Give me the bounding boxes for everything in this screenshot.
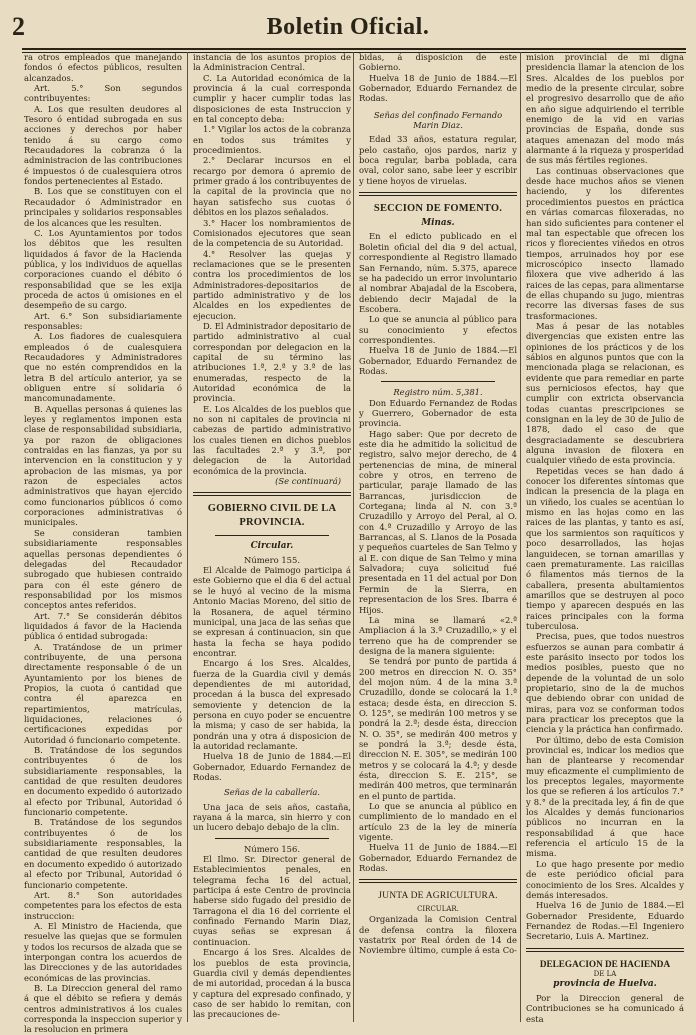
- section-rule: [193, 492, 351, 496]
- paragraph: ra otros empleados que manejando fondos ó efectos públicos, resulten alcanzados.: [24, 52, 182, 83]
- paragraph: mision provincial de mi digna presidencia llamar la atencion de los Sres. Alcaldes de los pueblos por medio de la presente circular, sobre el progresivo desarrollo que de año en año sigue adquiriendo el terrible enemigo de la vid en varias provincias de España, donde sus ataques amenazan del modo más alarmante á la riqueza y prosperidad de sus más fértiles regiones.: [526, 52, 684, 166]
- section-rule: [359, 879, 517, 883]
- section-heading: DELEGACION DE HACIENDA: [539, 958, 671, 969]
- paragraph: B. Aquellas personas á quienes las leyes y reglamentos imponen esta clase de responsabilidad subsidiaria, ya por razon de obligaciones contraidas en las fianzas, ya por su intervencion en la constitucion y y aprobacion de las mismas, ya por razon de especiales actos administrativos que hayan ejercido como funcionarios públicos ó como corporaciones administrativas ó municipales.: [24, 403, 182, 528]
- paragraph: A. Los fiadores de cualesquiera empleados ó de cualesquiera Recaudadores y Administradores que no estén comprendidos en la letra B del artículo anterior, ya se obliguen entre sí solidaria ó mancomunadamente.: [24, 331, 182, 404]
- paragraph: Edad 33 años, estatura regular, pelo castaño, ojos pardos, nariz y boca regular, barba poblada, cara oval, color sano, sabe leer y escribir y tiene hoyos de viruelas.: [359, 134, 517, 186]
- paragraph: Por último, debo de esta Comision provincial es, indicar los medios que han de plantearse y recomendar muy eficazmente el cumplimiento de los preceptos legales, mayormente los que se refieren á los artículos 7.° y 8.° de la precitada ley, á fin de que los Alcaldes y demás funcionarios públicos no incurran en la responsabilidad á que hace referencia el artículo 15 de la misma.: [526, 734, 684, 859]
- newspaper-title: Boletin Oficial.: [266, 14, 430, 40]
- description-title: Señas de la caballería.: [223, 787, 321, 798]
- column-3: [359, 52, 517, 1024]
- paragraph: D. El Administrador depositario de partido administrativo al cual correspondan por delegacion en la capital de su término las atribuciones 1.ª, 2.ª y 3.ª de las enumeradas, respecto de la Autoridad económica de la provincia.: [193, 320, 351, 404]
- paragraph: Se consideran tambien subsidiariamente responsables aquellas personas dependientes ó delegadas del Recaudador subrogado que hubiesen contraido para con él este género de responsabilidad por los mismos conceptos antes referidos.: [24, 527, 182, 611]
- paragraph: bidas, á disposicion de este Gobierno.: [359, 52, 517, 73]
- notice-number: Número 156.: [244, 843, 300, 854]
- paragraph: Mas á pesar de las notables divergencias que existen entre las opiniones de los prácticos y de los sábios en algunos puntos que con la mencionada plaga se relacionan, es evidente que para remediar en parte sus perniciosos efectos, hay que cumplir con extricta observancia todas cuantas prescripciones se consignan en la ley de 30 de Julio de 1878, dado el caso de que desgraciadamente se descubriera alguna invasion de filoxera en cualquier viñedo de esta provincia.: [526, 320, 684, 466]
- page-header: [0, 4, 696, 48]
- paragraph: B. Tratándose de los segundos contribuyentes ó de los subsidiariamente responsables, la cantidad de que resulten deudores en documento expedido ó autorizado al efecto por Tribunal, Autoridad ó funcionario competente.: [24, 745, 182, 818]
- section-heading: SECCION DE FOMENTO.: [373, 203, 503, 215]
- paragraph: Lo que hago presente por medio de este periódico oficial para conocimiento de los Sres. Alcaldes y demás interesados.: [526, 858, 684, 900]
- description-title: Señas del confinado Fernando Marin Diaz.: [373, 109, 503, 131]
- section-heading-connector: DE LA: [593, 969, 617, 978]
- separator: [381, 381, 495, 382]
- subheading: Circular.: [250, 541, 294, 552]
- paragraph: Encargo á los Sres. Alcaldes, fuerza de la Guardia civil y demás dependientes de mi autoridad, procedan á la busca del expresado semoviente y detencion de la persona en cuyo poder se encuentre la misma; y caso de ser habida, la pondrán una y otra á disposicion de la autoridad reclamante.: [193, 658, 351, 751]
- paragraph: Lo que se anuncia al público en cumplimiento de lo mandado en el artículo 23 de la ley de minería vigente.: [359, 801, 517, 843]
- paragraph: Art. 5.° Son segundos contribuyentes:: [24, 83, 182, 104]
- paragraph: Don Eduardo Fernandez de Rodas y Guerrero, Gobernador de esta provincia.: [359, 397, 517, 429]
- paragraph: Una jaca de seis años, castaña, rayana á la marca, sin hierro y con un lucero debajo debajo de la clin.: [193, 801, 351, 833]
- paragraph: Huelva 18 de Junio de 1884.—El Gobernador, Eduardo Fernandez de Rodas.: [359, 72, 517, 104]
- paragraph: La mina se llamará «2.ª Ampliacion á la 3.ª Cruzadillo,» y el terreno que ha de comprender se designa de la manera siguiente:: [359, 614, 517, 656]
- notice-number: Número 155.: [244, 554, 300, 565]
- paragraph: C. Los Ayuntamientos por todos los débitos que les resulten liquidados á favor de la Hacienda pública, y los individuos de aquellas corporaciones cuando el débito ó responsabilidad que se les exija proceda de actos ú omisiones en el desempeño de su cargo.: [24, 227, 182, 311]
- section-heading: JUNTA DE AGRICULTURA.: [378, 891, 498, 902]
- subheading: CIRCULAR.: [417, 905, 459, 914]
- paragraph: 1.° Vigilar los actos de la cobranza en todos sus trámites y procedimientos.: [193, 124, 351, 156]
- section-rule: [359, 192, 517, 196]
- paragraph: Organizada la Comision Central de defensa contra la filoxera vastatrix por Real órden de 14 de Noviembre último, cumple á esta Co-: [359, 914, 517, 956]
- paragraph: En el edicto publicado en el Boletin oficial del dia 9 del actual, correspondiente al Registro llamado San Fernando, núm. 5.375, aparece se ha padecido un error involuntario al nombrar Abajadal de la Escobera, debiendo decir Majadal de la Escobera.: [359, 231, 517, 314]
- paragraph: Huelva 16 de Junio de 1884.—El Gobernador Presidente, Eduardo Fernandez de Rodas.—El Ingeniero Secretario, Luis A. Martinez.: [526, 900, 684, 942]
- column-divider: [187, 52, 188, 1022]
- paragraph: C. La Autoridad económica de la provincia á la cual corresponda cumplir y hacer cumplir todas las disposiciones de esta Instruccion y en tal concepto deba:: [193, 72, 351, 125]
- paragraph: Huelva 18 de Junio de 1884.—El Gobernador, Eduardo Fernandez de Rodas.: [193, 751, 351, 782]
- paragraph: A. Los que resulten deudores al Tesoro ó entidad subrogada en sus acciones y derechos por haber tenido á su cargo como Recaudadores la cobranza ó la administracion de las contribuciones é impuestos ó de cualesquiera otros fondos pertenecientes al Estado.: [24, 103, 182, 187]
- paragraph: 2.° Declarar incursos en el recargo por demora ó apremio de primer grado á los contribuyentes de la capital de la provincia que no hayan satisfecho sus cuotas ó débitos en los plazos señalados.: [193, 155, 351, 218]
- paragraph: Por la Direccion general de Contribuciones se ha comunicado á esta: [526, 992, 684, 1024]
- column-4: [526, 52, 684, 1024]
- paragraph: Art. 8.° Son autoridades competentes para los efectos de esta instruccion:: [24, 889, 182, 921]
- section-heading: GOBIERNO CIVIL DE LA PROVINCIA.: [207, 503, 337, 529]
- paragraph: Art. 6.° Son subsidiariamente responsables:: [24, 310, 182, 331]
- separator: [215, 535, 329, 536]
- paragraph: 3.° Hacer los nombramientos de Comisionados ejecutores que sean de la competencia de su Autoridad.: [193, 217, 351, 249]
- paragraph: B. La Direccion general del ramo á que el débito se refiera y demás centros administrativos á los cuales corresponda la inspeccion superior y la resolucion en primera: [24, 982, 182, 1035]
- paragraph: Repetidas veces se han dado á conocer los diferentes síntomas que indican la presencia de la plaga en un viñedo, los cuales se acentúan lo mismo en las hojas como en las raices de las plantas, y tanto es así, que los sarmientos son raquíticos y poco desarrollados, las hojas languidecen, se tornan amarillas y caen prematuramente. Las raicillas ó filamentos más tiernos de la caballera, presenta abultamientos amarillos que se destruyen al poco tiempo y aparecen después en las raices principales con la forma tuberculosa.: [526, 465, 684, 631]
- page-number: 2: [12, 12, 25, 41]
- separator: [215, 838, 329, 839]
- registry-number: Registro núm. 5,381.: [393, 387, 483, 398]
- paragraph: E. Los Alcaldes de los pueblos que no son ni capitales de provincia ni cabezas de partido administrativo los cuales tienen en dichos pueblos las facultades 2.ª y 3.ª, por delegacion de la Autoridad económica de la provincia.: [193, 403, 351, 476]
- subheading: Minas.: [421, 218, 455, 229]
- paragraph: El Ilmo. Sr. Director general de Establecimientos penales, en telegrama fecha 16 del actual, participa á este Centro de provincia haberse sido fugado del presidio de Tarragona el dia 16 del corriente el confinado Fernando Marin Diaz, cuyas señas se expresan á continuacion.: [193, 854, 351, 947]
- paragraph: B. Tratándose de los segundos contribuyentes ó de los subsidiariamente responsables, la cantidad de que resulten deudores en documento expedido ó autorizado al efecto por Tribunal, Autoridad ó funcionario competente.: [24, 817, 182, 890]
- paragraph: Art. 7.° Se considerán débitos liquidados á favor de la Hacienda pública ó entidad subrogada:: [24, 610, 182, 642]
- paragraph: Las continuas observaciones que desde hace muchos años se vienen haciendo, y los diferentes procedimientos puestos en práctica en várias comarcas filoxeradas, no han sido suficientes para contener el mal tan espectable que ofrecen los ricos y florecientes viñedos en otros tiempos, arruinados hoy por ese microscópico insecto llamado filoxera que vive adherido á las raices de las cepas, para alimentarse de ellas chupando su jugo, mientras recorre las diversas fases de sus trasformaciones.: [526, 165, 684, 321]
- column-1: [24, 52, 182, 1035]
- paragraph: El Alcalde de Paimogo participa á este Gobierno que el dia 6 del actual se le huyó al vecino de la misma Antonio Macias Moreno, del sitio de la Rosanera, de aquel término municipal, una jaca de las señas que se expresan á continuacion, sin que hasta la fecha se haya podido encontrar.: [193, 565, 351, 658]
- paragraph: Encargo á los Sres. Alcaldes de los pueblos de esta provincia, Guardia civil y demás dependientes de mi autoridad, procedan á la busca y captura del expresado confinado, y caso de ser habido lo remitan, con las precauciones de-: [193, 947, 351, 1020]
- paragraph: A. Tratándose de un primer contribuyente, de una persona directamente responsable ó de un Ayuntamiento por los bienes de Propios, la cuota ó cantidad que contra él aparezca en repartimientos, matrículas, liquidaciones, relaciones ó certificaciones expedidas por Autoridad ó funcionario competente.: [24, 641, 182, 745]
- paragraph: B. Los que se constituyen con el Recaudador ó Administrador en principales y solidarios responsables de los alcances que les resulten.: [24, 186, 182, 228]
- paragraph: Huelva 18 de Junio de 1884.—El Gobernador, Eduardo Fernandez de Rodas.: [359, 345, 517, 376]
- section-rule: [526, 948, 684, 952]
- section-subheading: provincia de Huelva.: [553, 978, 657, 989]
- column-divider: [353, 52, 354, 1022]
- paragraph: A. El Ministro de Hacienda, que resuelve las quejas que se formulen y todos los recursos de alzada que se interpongan contra los acuerdos de las Direcciones y de las autoridades económicas de las provincias.: [24, 920, 182, 983]
- paragraph: Huelva 11 de Junio de 1884.—El Gobernador, Eduardo Fernandez de Rodas.: [359, 842, 517, 874]
- paragraph: 4.° Resolver las quejas y reclamaciones que se le presenten contra los procedimientos de los Administradores-depositarios de partido administrativo y de los Alcaldes en los expedientes de ejecucion.: [193, 248, 351, 321]
- paragraph: Hago saber: Que por decreto de este dia he admitido la solicitud de registro, salvo mejor derecho, de 4 pertenencias de mina, de mineral cobre y otros, en terreno de particular, paraje llamado de las Barrancas, jurisdiccion de Cortegana; linda al N. con 3.ª Cruzadillo y Arroyo del Peral, al O. con 4.ª Cruzadillo y Arroyo de las Barrancas, al S. Llanos de la Posada y pequeños cuarteles de San Telmo y al E. con dique de San Telmo y mina Salvadora; cuya solicitud fué presentada en 11 del actual por Don Fermin de la Sierra, en representacion de los Sres. Ibarra é Hijos.: [359, 428, 517, 615]
- paragraph: Se tendrá por punto de partida á 200 metros en direccion N. O. 35° del mojon núm. 4 de la mina 3.ª Cruzadillo, donde se colocará la 1.ª estaca; desde ésta, en direccion S. O. 125°, se medirán 100 metros y se pondrá la 2.ª; desde ésta, direccion N. O. 35°, se medirán 400 metros y se pondrá la 3.ª; desde ésta, direccion N. E. 305°, se medirán 100 metros y se colocará la 4.ª; y desde ésta, direccion S. E. 215°, se medirán 400 metros, que terminarán en el punto de partida.: [359, 656, 517, 801]
- column-2: [193, 52, 351, 1024]
- column-divider: [520, 52, 521, 1022]
- continued-note: (Se continuará): [275, 476, 341, 487]
- paragraph: Precisa, pues, que todos nuestros esfuerzos se aunan para combatir á este parásito insecto por todos los medios posibles, puesto que no depende de la voluntad de un solo propietario, sino de la de muchos que debiendo obrar con unidad de miras, para voz se conforman todos para practicar los preceptos que la ciencia y la práctica han confirmado.: [526, 631, 684, 735]
- paragraph: instancia de los asuntos propios de la Administracion Central.: [193, 52, 351, 73]
- paragraph: Lo que se anuncia al público para su conocimiento y efectos correspondientes.: [359, 314, 517, 345]
